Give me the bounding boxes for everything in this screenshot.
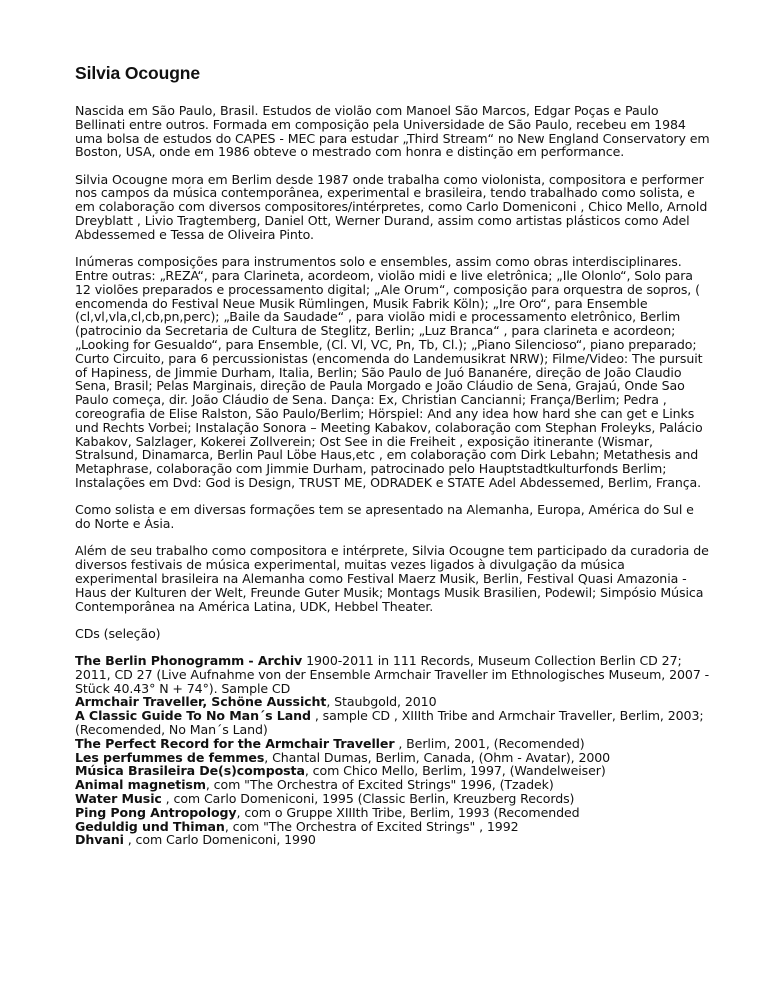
list-item	[75, 695, 710, 709]
cd-details: , com "The Orchestra of Excited Strings" , 1992	[224, 818, 519, 834]
cd-details: , sample CD , XIIIth Tribe and Armchair Traveller, Berlim, 2003; (Recomended, No Man´s Land)	[75, 708, 704, 738]
cd-title: The Perfect Record for the Armchair Traveller	[75, 735, 395, 751]
cd-title: Música Brasileira De(s)composta	[75, 763, 305, 779]
bio-paragraph-5: Além de seu trabalho como compositora e intérprete, Silvia Ocougne tem participado da curadoria de diversos festivais de música experimental, muitas vezes ligados à divulgação da música experimental brasileira na Alemanha como Festival Maerz Musik, Berlin, Festival Quasi Amazonia - Haus der Kulturen der Welt, Freunde Guter Musik; Montags Musik Brasilien, Podewil; Simpósio Música Contemporânea na América Latina, UDK, Hebbel Theater.	[75, 543, 709, 614]
bio-paragraph-2: Silvia Ocougne mora em Berlim desde 1987 onde trabalha como violonista, compositora e performer nos campos da música contemporânea, experimental e brasileira, tendo trabalhado como solista, e em colaboração com diversos compositores/intérpretes, como Carlo Domeniconi , Chico Mello, Arnold Dreyblatt , Livio Tragtemberg, Daniel Ott, Werner Durand, assim como artistas plásticos como Adel Abdessemed e Tessa de Oliveira Pinto.	[75, 171, 708, 242]
list-item	[75, 737, 710, 751]
cd-title: Geduldig und Thiman	[75, 818, 225, 834]
cd-details: 1900-2011 in 111 Records, Museum Collection Berlin CD 27; 2011, CD 27 (Live Aufnahme von der Ensemble Armchair Traveller im Ethnologisches Museum, 2007 - Stück 40.43° N + 74°). Sample CD	[75, 653, 710, 696]
cd-list	[75, 654, 710, 847]
bio-paragraph-3: Inúmeras composições para instrumentos solo e ensembles, assim como obras interdisciplinares. Entre outras: „REZA“, para Clarineta, acordeom, violão midi e live eletrônica; „Ile Olonlo“, Solo para 12 violões preparados e processamento digital; „Ale Orum“, composição para orquestra de sopros, ( encomenda do Festival Neue Musik Rümlingen, Musik Fabrik Köln); „Ire Oro“, para Ensemble (cl,vl,vla,cl,cb,pn,perc); „Baile da Saudade“ , para violão midi e processamento eletrônico, Berlim (patrocinio da Secretaria de Cultura de Steglitz, Berlin; „Luz Branca“ , para clarineta e acordeon; „Looking for Gesualdo“, para Ensemble, (Cl. Vl, VC, Pn, Tb, Cl.); „Piano Silencioso“, piano preparado; Curto Circuito, para 6 percussionistas (encomenda do Landemusikrat NRW); Filme/Video: The pursuit of Hapiness, de Jimmie Durham, Italia, Berlin; São Paulo de Juó Bananére, direção de João Claudio Sena, Brasil; Pelas Marginais, direção de Paula Morgado e João Cláudio de Sena, Grajaú, Onde Sao Paulo começa, dir. João Cláudio de Sena. Dança: Ex, Christian Cancianni; França/Berlim; Pedra , coreografia de Elise Ralston, São Paulo/Berlim; Hörspiel: And any idea how hard she can get e Links und Rechts Vorbei; Instalação Sonora – Meeting Kabakov, colaboração com Stephan Froleyks, Palácio Kabakov, Salzlager, Kokerei Zollverein; Ost See in die Freiheit , exposição itinerante (Wismar, Stralsund, Dinamarca, Berlin Paul Löbe Haus,etc , em colaboração com Dirk Lebahn; Metathesis and Metaphrase, colaboração com Jimmie Durham, patrocinado pelo Hauptstadtkulturfonds Berlim; Instalações em Dvd: God is Design, TRUST ME, ODRADEK e STATE Adel Abdessemed, Berlim, França.	[75, 254, 703, 490]
cd-details: , com Carlo Domeniconi, 1990	[123, 832, 316, 848]
list-item	[75, 792, 710, 806]
list-item	[75, 833, 710, 847]
cd-details: , Staubgold, 2010	[326, 694, 437, 710]
list-item	[75, 709, 710, 737]
page-title: Silvia Ocougne	[75, 63, 201, 83]
cd-title: Les perfummes de femmes	[75, 749, 265, 765]
cds-heading: CDs (seleção)	[75, 625, 161, 641]
cd-details: , Chantal Dumas, Berlim, Canada, (Ohm - Avatar), 2000	[264, 749, 611, 765]
cd-title: Animal magnetism	[75, 777, 206, 793]
cd-title: Dhvani	[75, 832, 124, 848]
bio-paragraph-1: Nascida em São Paulo, Brasil. Estudos de violão com Manoel São Marcos, Edgar Poças e Paulo Bellinati entre outros. Formada em composição pela Universidade de São Paulo, recebeu em 1984 uma bolsa de estudos do CAPES - MEC para estudar „Third Stream“ no New England Conservatory em Boston, USA, onde em 1986 obteve o mestrado com honra e distinção em performance.	[75, 103, 710, 160]
cd-title: A Classic Guide To No Man´s Land	[75, 708, 311, 724]
cd-title: Ping Pong Antropology	[75, 804, 237, 820]
cd-title: Armchair Traveller, Schöne Aussicht	[75, 694, 327, 710]
cd-details: , Berlim, 2001, (Recomended)	[394, 735, 585, 751]
cd-details: , com "The Orchestra of Excited Strings" 1996, (Tzadek)	[205, 777, 554, 793]
cd-details: , com Chico Mello, Berlim, 1997, (Wandelweiser)	[304, 763, 606, 779]
list-item	[75, 654, 710, 695]
cd-details: , com o Gruppe XIIIth Tribe, Berlim, 1993 (Recomended	[236, 804, 580, 820]
list-item	[75, 764, 710, 778]
list-item	[75, 806, 710, 820]
list-item	[75, 820, 710, 834]
cd-title: The Berlin Phonogramm - Archiv	[75, 653, 303, 669]
list-item	[75, 751, 710, 765]
list-item	[75, 778, 710, 792]
bio-paragraph-4: Como solista e em diversas formações tem se apresentado na Alemanha, Europa, América do Sul e do Norte e Ásia.	[75, 502, 694, 532]
cd-title: Water Music	[75, 791, 162, 807]
cd-details: , com Carlo Domeniconi, 1995 (Classic Berlin, Kreuzberg Records)	[161, 791, 575, 807]
document-page	[75, 62, 710, 847]
